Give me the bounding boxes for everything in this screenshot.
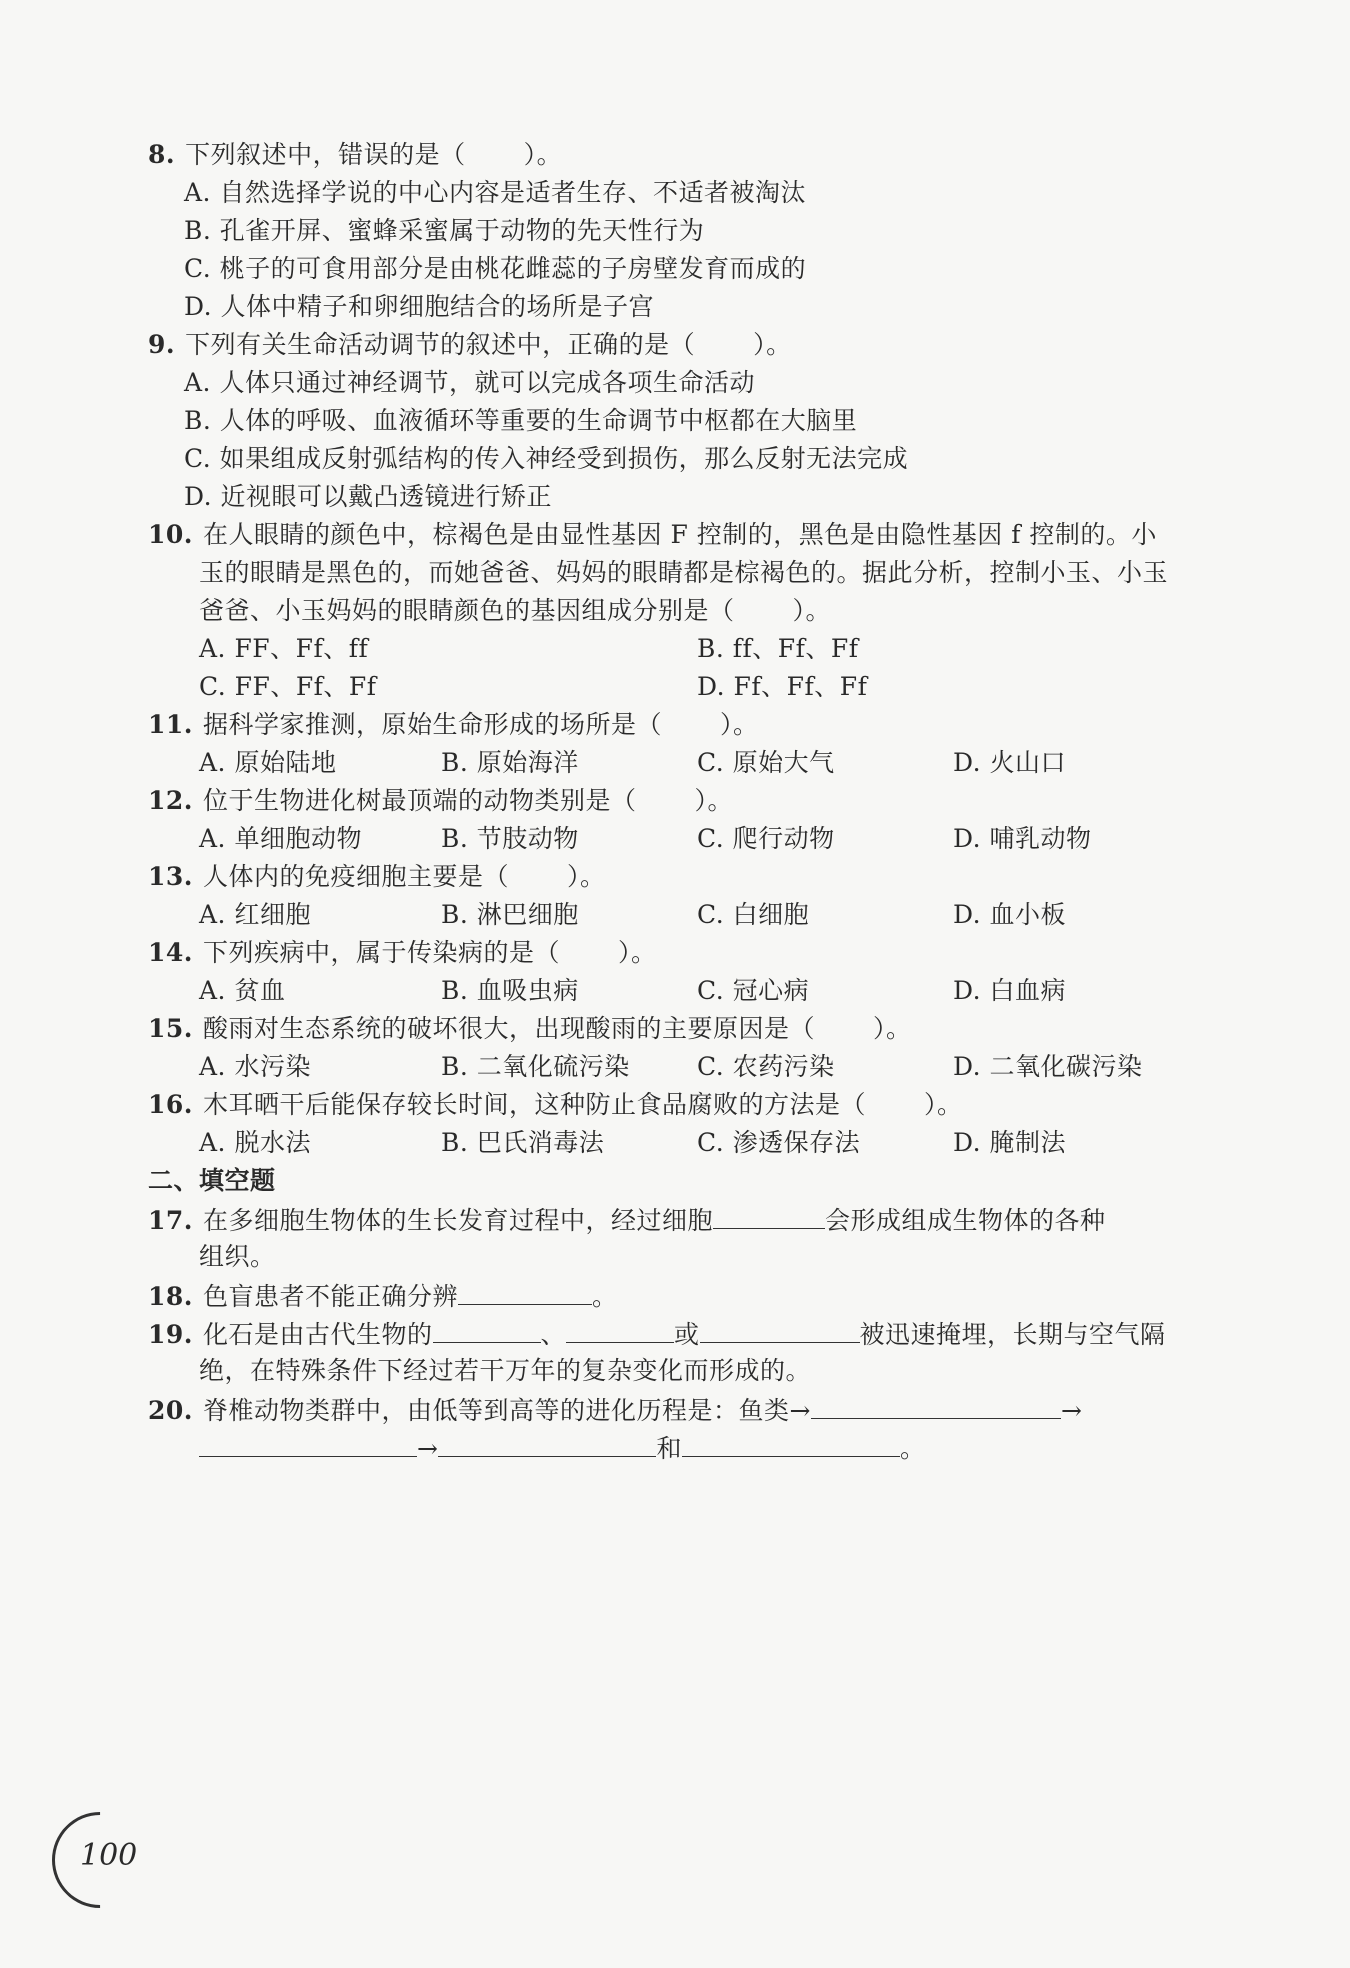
fill-blank[interactable] [700,1316,860,1343]
fill-blank[interactable] [713,1202,825,1229]
option-15d: D. 二氧化碳污染 [953,1052,1143,1081]
question-11-stem: 11. 据科学家推测，原始生命形成的场所是（ ）。 [148,710,759,739]
question-13-stem: 13. 人体内的免疫细胞主要是（ ）。 [148,862,606,891]
option-9d: D. 近视眼可以戴凸透镜进行矫正 [184,482,553,511]
option-8d: D. 人体中精子和卵细胞结合的场所是子宫 [184,292,655,321]
question-number: 10. [148,520,193,549]
option-14c: C. 冠心病 [697,976,810,1005]
question-number: 9. [148,330,176,359]
option-9a: A. 人体只通过神经调节，就可以完成各项生命活动 [184,368,755,397]
option-13a: A. 红细胞 [199,900,311,929]
option-13d: D. 血小板 [953,900,1067,929]
option-15b: B. 二氧化硫污染 [441,1052,630,1081]
question-number: 20. [148,1396,193,1425]
option-10c: C. FF、Ff、Ff [199,672,377,701]
question-number: 18. [148,1282,193,1311]
question-19-stem: 19. 化石是由古代生物的 、 或 被迅速掩埋，长期与空气隔 [148,1316,1166,1352]
option-14b: B. 血吸虫病 [441,976,579,1005]
option-10b: B. ff、Ff、Ff [697,634,859,663]
question-8-stem: 8. 下列叙述中，错误的是（ ）。 [148,140,563,169]
option-12b: B. 节肢动物 [441,824,579,853]
question-17-line2: 组织。 [199,1242,276,1271]
option-10d: D. Ff、Ff、Ff [697,672,868,701]
question-12-stem: 12. 位于生物进化树最顶端的动物类别是（ ）。 [148,786,734,815]
question-10-line3: 爸爸、小玉妈妈的眼睛颜色的基因组成分别是（ ）。 [199,596,832,625]
question-19-line2: 绝，在特殊条件下经过若干万年的复杂变化而形成的。 [199,1356,812,1385]
option-9b: B. 人体的呼吸、血液循环等重要的生命调节中枢都在大脑里 [184,406,858,435]
page-number: 100 [80,1838,138,1873]
fill-blank[interactable] [458,1278,592,1305]
question-16-stem: 16. 木耳晒干后能保存较长时间，这种防止食品腐败的方法是（ ）。 [148,1090,963,1119]
option-13b: B. 淋巴细胞 [441,900,579,929]
question-9-stem: 9. 下列有关生命活动调节的叙述中，正确的是（ ）。 [148,330,792,359]
question-18-stem: 18. 色盲患者不能正确分辨 。 [148,1278,618,1314]
option-16b: B. 巴氏消毒法 [441,1128,605,1157]
question-15-stem: 15. 酸雨对生态系统的破坏很大，出现酸雨的主要原因是（ ）。 [148,1014,912,1043]
option-12a: A. 单细胞动物 [199,824,362,853]
option-8c: C. 桃子的可食用部分是由桃花雌蕊的子房壁发育而成的 [184,254,807,283]
section-title-fill-in: 二、填空题 [148,1166,276,1195]
option-11b: B. 原始海洋 [441,748,579,777]
option-11c: C. 原始大气 [697,748,835,777]
option-12c: C. 爬行动物 [697,824,835,853]
question-number: 12. [148,786,193,815]
question-17-stem: 17. 在多细胞生物体的生长发育过程中，经过细胞 会形成组成生物体的各种 [148,1202,1106,1238]
option-15a: A. 水污染 [199,1052,311,1081]
option-12d: D. 哺乳动物 [953,824,1092,853]
fill-blank[interactable] [811,1392,1061,1419]
option-15c: C. 农药污染 [697,1052,835,1081]
option-8b: B. 孔雀开屏、蜜蜂采蜜属于动物的先天性行为 [184,216,705,245]
option-9c: C. 如果组成反射弧结构的传入神经受到损伤，那么反射无法完成 [184,444,909,473]
fill-blank[interactable] [566,1316,674,1343]
question-14-stem: 14. 下列疾病中，属于传染病的是（ ）。 [148,938,657,967]
question-number: 11. [148,710,193,739]
option-13c: C. 白细胞 [697,900,810,929]
option-14a: A. 贫血 [199,976,286,1005]
option-16d: D. 腌制法 [953,1128,1067,1157]
fill-blank[interactable] [199,1430,417,1457]
option-14d: D. 白血病 [953,976,1067,1005]
fill-blank[interactable] [682,1430,900,1457]
question-10-stem: 10. 在人眼睛的颜色中，棕褐色是由显性基因 F 控制的，黑色是由隐性基因 f 控制的。小 [148,520,1157,549]
question-number: 19. [148,1320,193,1349]
option-11a: A. 原始陆地 [199,748,337,777]
fill-blank[interactable] [438,1430,656,1457]
option-8a: A. 自然选择学说的中心内容是适者生存、不适者被淘汰 [184,178,806,207]
option-16a: A. 脱水法 [199,1128,311,1157]
question-10-line2: 玉的眼睛是黑色的，而她爸爸、妈妈的眼睛都是棕褐色的。据此分析，控制小玉、小玉 [199,558,1169,587]
question-number: 16. [148,1090,193,1119]
fill-blank[interactable] [433,1316,541,1343]
page-number-badge [52,1812,152,1912]
question-number: 15. [148,1014,193,1043]
question-20-line2: → 和 。 [199,1430,925,1466]
question-number: 13. [148,862,193,891]
question-number: 14. [148,938,193,967]
question-number: 17. [148,1206,193,1235]
question-20-stem: 20. 脊椎动物类群中，由低等到高等的进化历程是：鱼类→ → [148,1392,1082,1428]
question-number: 8. [148,140,176,169]
option-16c: C. 渗透保存法 [697,1128,861,1157]
option-10a: A. FF、Ff、ff [199,634,369,663]
option-11d: D. 火山口 [953,748,1067,777]
